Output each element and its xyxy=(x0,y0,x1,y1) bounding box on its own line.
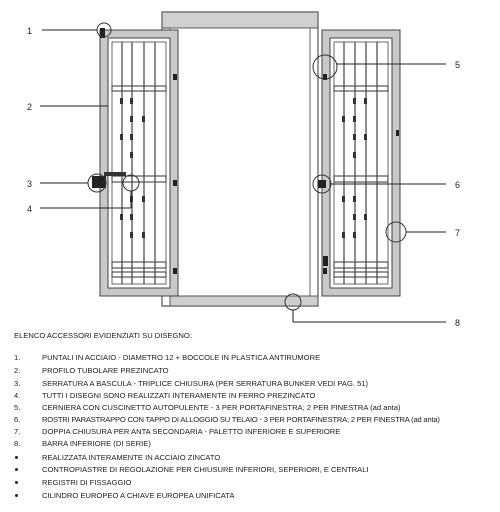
list-item-text: CERNIERA CON CUSCINETTO AUTOPULENTE - 3 PER PORTAFINESTRA; 2 PER FINESTRA (ad anta) xyxy=(42,403,401,412)
bullet-item-text: REALIZZATA INTERAMENTE IN ACCIAIO ZINCATO xyxy=(42,453,221,462)
bullet-icon xyxy=(15,494,18,497)
callout-6: 6 xyxy=(455,180,461,190)
list-item-text: TUTTI I DISEGNI SONO REALIZZATI INTERAMENTE IN FERRO PREZINCATO xyxy=(42,391,316,400)
bullet-item-text: CILINDRO EUROPEO A CHIAVE EUROPEA UNIFICATA xyxy=(42,491,235,500)
legend-title: ELENCO ACCESSORI EVIDENZIATI SU DISEGNO: xyxy=(14,331,192,340)
list-item-number: 7. xyxy=(14,427,21,436)
callout-3: 3 xyxy=(27,179,33,189)
callout-2: 2 xyxy=(27,102,33,112)
list-item-number: 1. xyxy=(14,353,21,362)
list-item-text: DOPPIA CHIUSURA PER ANTA SECONDARIA - PALETTO INFERIORE E SUPERIORE xyxy=(42,427,341,436)
right-gate-leaf xyxy=(318,30,400,296)
bullet-icon xyxy=(15,456,18,459)
callout-5: 5 xyxy=(455,60,461,70)
bullet-icon xyxy=(15,468,18,471)
list-item-number: 3. xyxy=(14,379,21,388)
callout-7: 7 xyxy=(455,228,461,238)
wall-opening xyxy=(162,12,318,306)
list-item-number: 4. xyxy=(14,391,21,400)
callout-1: 1 xyxy=(27,26,33,36)
list-item-text: BARRA INFERIORE (DI SERIE) xyxy=(42,439,151,448)
bullet-item-text: CONTROPIASTRE DI REGOLAZIONE PER CHIUSURE INFERIORI, SEPERIORI, E CENTRALI xyxy=(42,465,369,474)
callout-8: 8 xyxy=(455,318,461,328)
list-item-number: 2. xyxy=(14,366,21,375)
list-item-number: 6. xyxy=(14,415,21,424)
bottom-bar xyxy=(170,296,318,306)
list-item-number: 5. xyxy=(14,403,21,412)
left-gate-leaf xyxy=(92,28,178,296)
bullet-icon xyxy=(15,481,18,484)
list-item-number: 8. xyxy=(14,439,21,448)
bullet-item-text: REGISTRI DI FISSAGGIO xyxy=(42,478,132,487)
list-item-text: SERRATURA A BASCULA - TRIPLICE CHIUSURA (PER SERRATURA BUNKER VEDI PAG. 51) xyxy=(42,379,369,388)
list-item-text: ROSTRI PARASTRAPPO CON TAPPO DI ALLOGGIO SU TELAIO - 3 PER PORTAFINESTRA; 2 PER FINESTRA (ad anta) xyxy=(42,415,440,424)
list-item-text: PUNTALI IN ACCIAIO - DIAMETRO 12 + BOCCOLE IN PLASTICA ANTIRUMORE xyxy=(42,353,321,362)
callout-4: 4 xyxy=(27,204,33,214)
list-item-text: PROFILO TUBOLARE PREZINCATO xyxy=(42,366,169,375)
